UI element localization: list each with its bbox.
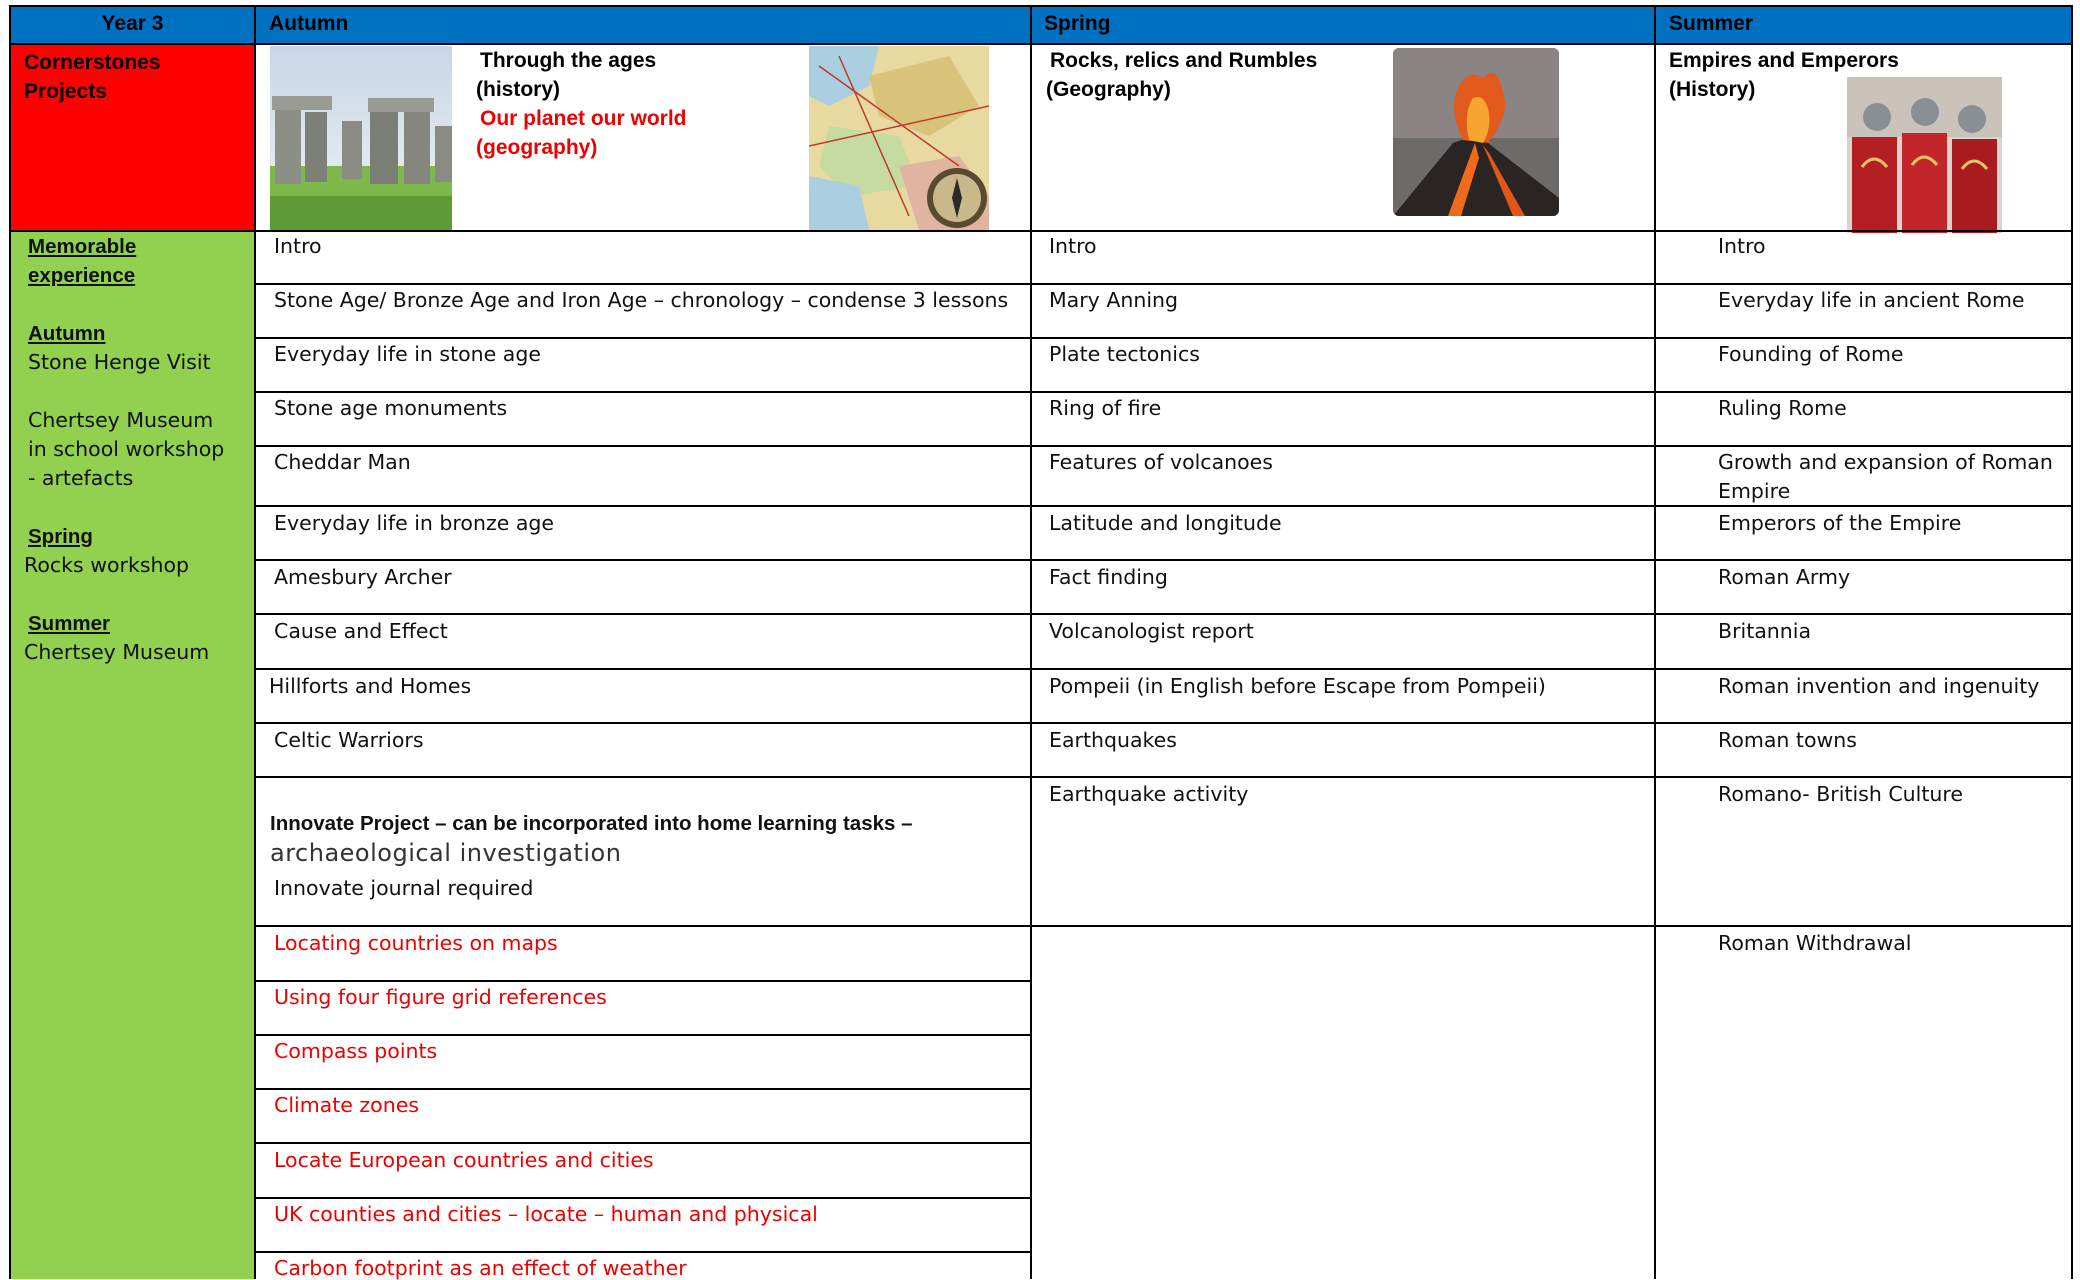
spring-lesson: Pompeii (in English before Escape from Pompeii) <box>1049 674 1546 698</box>
summer-lesson: Empire <box>1718 479 1791 503</box>
memorable-experience-text: Memorable experience Autumn Stone Henge Visit Chertsey Museum in school workshop - artefacts Spring Rocks workshop Summer Chertsey Museum <box>24 235 225 664</box>
autumn-lesson: Cause and Effect <box>274 619 448 643</box>
spring-lesson: Volcanologist report <box>1049 619 1254 643</box>
cornerstones-cell <box>10 44 255 231</box>
spring-project-title: Rocks, relics and Rumbles (Geography) <box>1046 49 1318 101</box>
geography-lesson: UK counties and cities – locate – human and physical <box>274 1202 818 1226</box>
geography-lesson: Compass points <box>274 1039 438 1063</box>
header-year: Year 3 <box>10 6 255 44</box>
innovate-project-subtitle: archaeological investigation <box>270 839 622 867</box>
header-summer: Summer <box>1655 6 2072 44</box>
autumn-lesson: Everyday life in bronze age <box>274 511 555 535</box>
header-autumn: Autumn <box>255 6 1030 44</box>
summer-project-title: Empires and Emperors (History) <box>1669 49 1899 101</box>
spring-lesson: Plate tectonics <box>1049 342 1200 366</box>
volcano-image <box>1393 48 1559 216</box>
autumn-lesson: Stone age monuments <box>274 396 508 420</box>
spring-lesson: Earthquake activity <box>1049 782 1249 806</box>
autumn-project-title: Through the ages (history) Our planet our world (geography) <box>476 49 687 159</box>
autumn-lesson: Cheddar Man <box>274 450 411 474</box>
summer-lesson: Growth and expansion of Roman <box>1718 450 2053 474</box>
map-compass-image <box>809 46 989 230</box>
geography-lesson: Using four figure grid references <box>274 985 607 1009</box>
summer-lesson: Roman towns <box>1718 728 1857 752</box>
spring-lesson: Earthquakes <box>1049 728 1177 752</box>
cornerstones-label: Cornerstones Projects <box>24 51 161 103</box>
spring-lesson: Latitude and longitude <box>1049 511 1282 535</box>
spring-lesson: Mary Anning <box>1049 288 1179 312</box>
spring-lesson: Features of volcanoes <box>1049 450 1273 474</box>
spring-lesson: Ring of fire <box>1049 396 1162 420</box>
spring-lesson: Fact finding <box>1049 565 1168 589</box>
innovate-journal: Innovate journal required <box>274 876 534 900</box>
geography-lesson: Climate zones <box>274 1093 419 1117</box>
autumn-lesson: Hillforts and Homes <box>269 674 472 698</box>
summer-lesson: Britannia <box>1718 619 1812 643</box>
autumn-lesson: Celtic Warriors <box>274 728 424 752</box>
summer-lesson: Founding of Rome <box>1718 342 1904 366</box>
autumn-lesson: Intro <box>274 234 322 258</box>
summer-lesson: Roman invention and ingenuity <box>1718 674 2040 698</box>
summer-lesson: Romano- British Culture <box>1718 782 1963 806</box>
geography-lesson: Locate European countries and cities <box>274 1148 654 1172</box>
summer-lesson: Emperors of the Empire <box>1718 511 1962 535</box>
summer-lesson: Ruling Rome <box>1718 396 1847 420</box>
geography-lesson: Carbon footprint as an effect of weather <box>274 1256 687 1280</box>
autumn-lesson: Stone Age/ Bronze Age and Iron Age – chronology – condense 3 lessons <box>274 288 1009 312</box>
autumn-lesson: Everyday life in stone age <box>274 342 541 366</box>
spring-lesson: Intro <box>1049 234 1097 258</box>
innovate-project-title: Innovate Project – can be incorporated into home learning tasks – <box>270 812 913 835</box>
roman-soldiers-image <box>1847 77 2002 233</box>
summer-lesson: Roman Withdrawal <box>1718 931 1912 955</box>
autumn-lesson: Amesbury Archer <box>274 565 452 589</box>
geography-lesson: Locating countries on maps <box>274 931 558 955</box>
stonehenge-image <box>270 46 452 230</box>
header-spring: Spring <box>1030 6 1655 44</box>
summer-lesson: Intro <box>1718 234 1766 258</box>
summer-lesson: Roman Army <box>1718 565 1851 589</box>
summer-lesson: Everyday life in ancient Rome <box>1718 288 2025 312</box>
